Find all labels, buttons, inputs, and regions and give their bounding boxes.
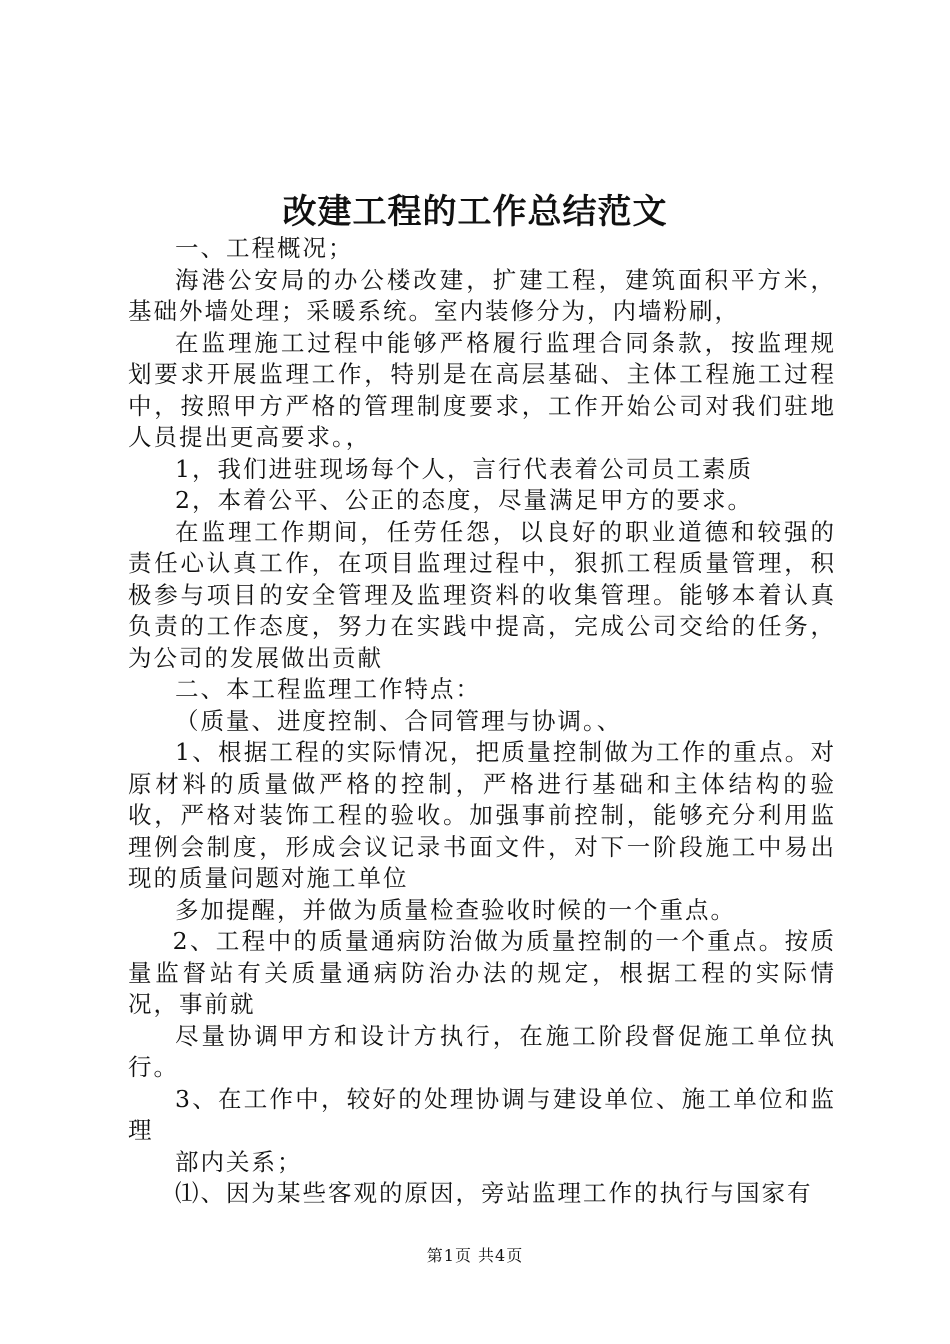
- paragraph: 1、根据工程的实际情况，把质量控制做为工作的重点。对原材料的质量做严格的控制，严格进行基础和主体结构的验收，严格对装饰工程的验收。加强事前控制，能够充分利用监理例会制度，形成会议记录书面文件，对下一阶段施工中易出现的质量问题对施工单位: [128, 738, 836, 892]
- paragraph: 2、工程中的质量通病防治做为质量控制的一个重点。按质量监督站有关质量通病防治办法的规定，根据工程的实际情况，事前就: [128, 927, 836, 1018]
- paragraph: 尽量协调甲方和设计方执行，在施工阶段督促施工单位执行。: [128, 1021, 836, 1081]
- paragraph: （质量、进度控制、合同管理与协调。、: [175, 706, 623, 735]
- paragraph: 2，本着公平、公正的态度，尽量满足甲方的要求。: [175, 486, 753, 514]
- paragraph: 1，我们进驻现场每个人，言行代表着公司员工素质: [175, 454, 753, 483]
- paragraph: 一、工程概况；: [175, 234, 354, 262]
- paragraph: 在监理施工过程中能够严格履行监理合同条款，按监理规划要求开展监理工作，特别是在高层基础、主体工程施工过程中，按照甲方严格的管理制度要求，工作开始公司对我们驻地人员提出更高要求。，: [128, 328, 836, 451]
- page-number-footer: 第1页 共4页: [426, 1246, 524, 1265]
- paragraph: 海港公安局的办公楼改建，扩建工程，建筑面积平方米，基础外墙处理；采暖系统。室内装修分为，内墙粉刷，: [128, 265, 836, 325]
- paragraph: 部内关系；: [175, 1147, 303, 1176]
- paragraph: ⑴、因为某些客观的原因，旁站监理工作的执行与国家有: [175, 1179, 813, 1207]
- paragraph: 二、本工程监理工作特点：: [175, 675, 481, 703]
- paragraph: 3、在工作中，较好的处理协调与建设单位、施工单位和监理: [128, 1084, 836, 1144]
- paragraph: 在监理工作期间，任劳任怨，以良好的职业道德和较强的责任心认真工作，在项目监理过程中，狠抓工程质量管理，积极参与项目的安全管理及监理资料的收集管理。能够本着认真负责的工作态度，努力在实践中提高，完成公司交给的任务，为公司的发展做出贡献: [128, 517, 836, 672]
- paragraph: 多加提醒，并做为质量检查验收时候的一个重点。: [175, 895, 736, 924]
- document-body: [128, 233, 836, 1210]
- document-title: 改建工程的工作总结范文: [282, 192, 668, 232]
